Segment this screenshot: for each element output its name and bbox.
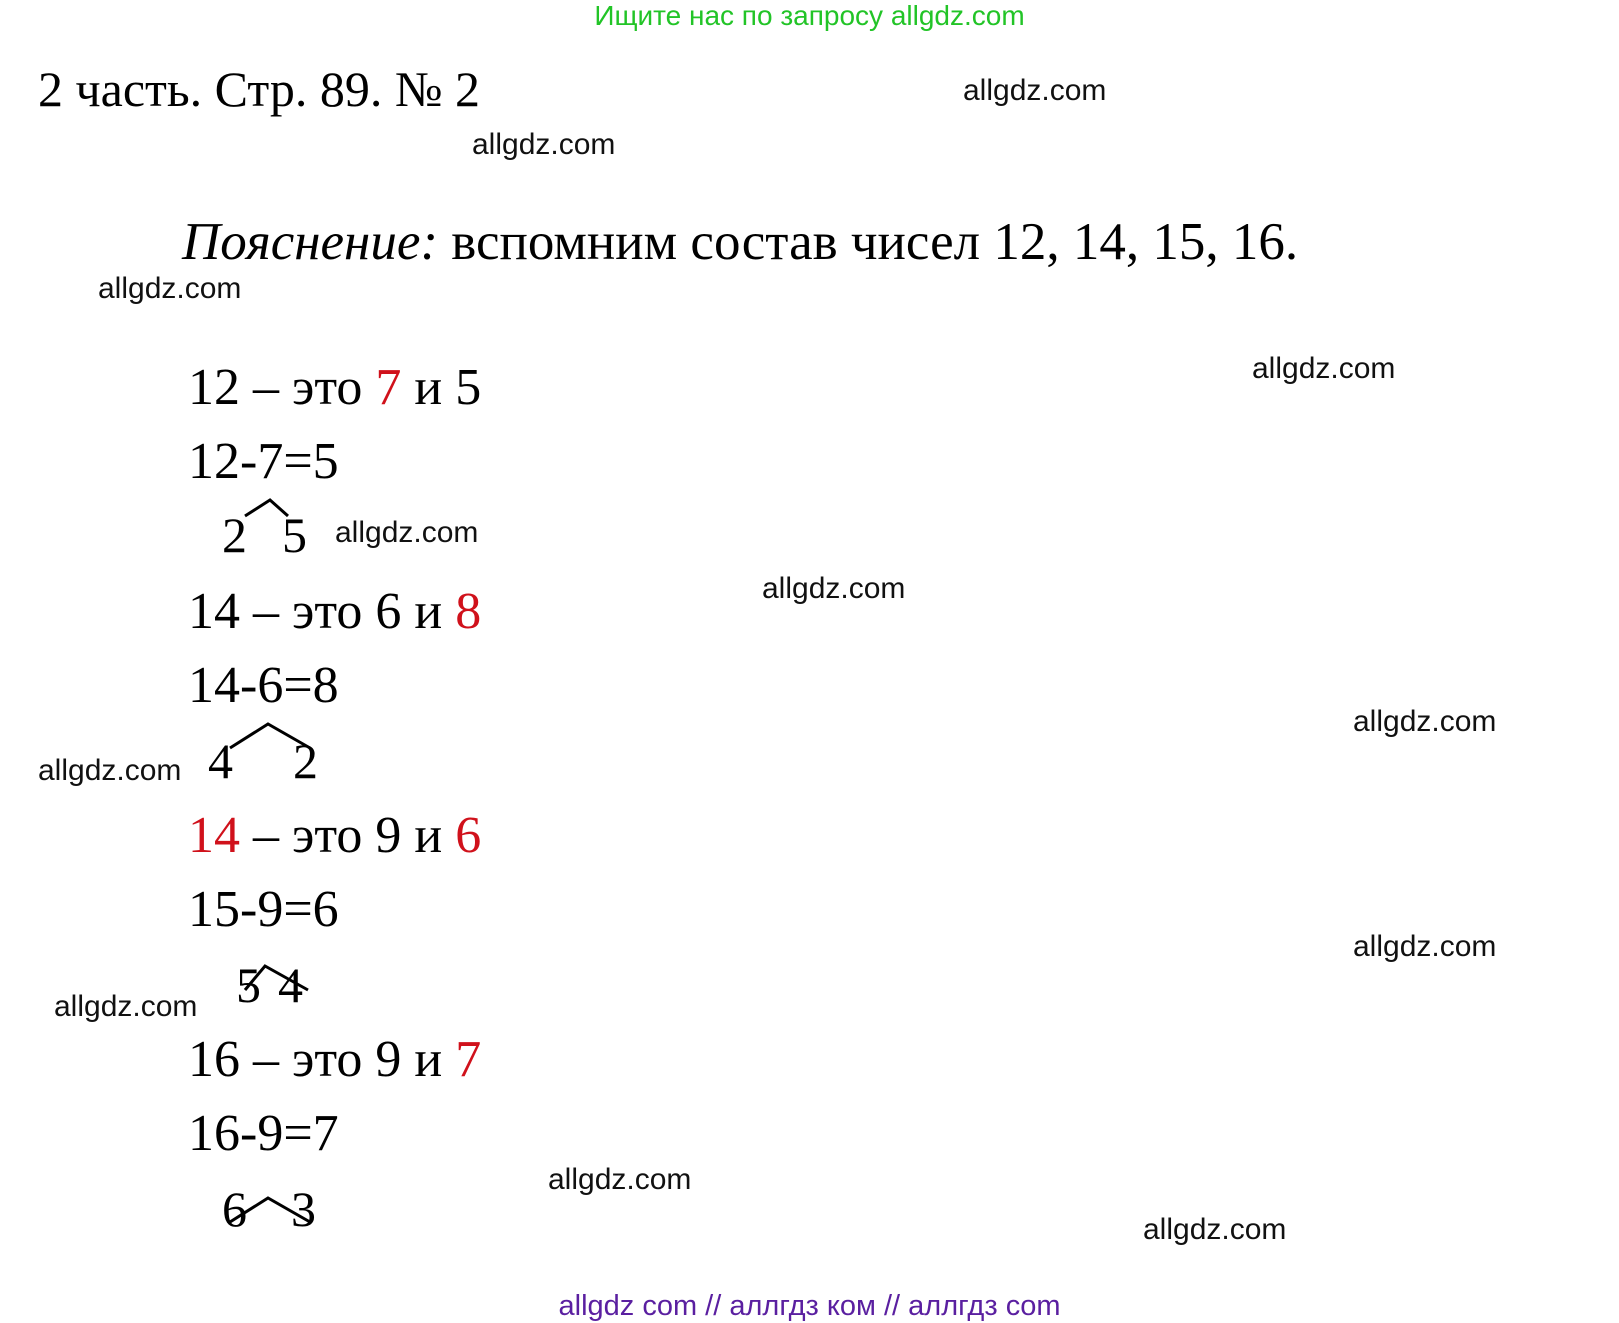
watermark: allgdz.com (472, 128, 616, 161)
statement-2-a: 14 (188, 583, 240, 640)
statement-4-and: и (401, 1031, 456, 1088)
explanation-label: Пояснение: (182, 213, 439, 271)
equation-2: 14-6=8 (188, 657, 339, 714)
watermark: allgdz.com (54, 990, 198, 1023)
equation-3: 15-9=6 (188, 881, 339, 938)
part-4-right: 3 (291, 1181, 316, 1237)
watermark: allgdz.com (98, 272, 242, 305)
statement-2-c: 8 (455, 583, 482, 640)
statement-1-a: 12 (188, 359, 240, 416)
branch-3 (245, 966, 308, 990)
statement-3-and: и (401, 807, 456, 864)
statement-4-c: 7 (455, 1031, 482, 1088)
statement-3-text: – это (240, 807, 376, 864)
watermark: allgdz.com (1353, 930, 1497, 963)
part-1-right: 5 (282, 507, 307, 563)
part-3-left: 5 (236, 957, 261, 1013)
statement-1-and: и (401, 359, 456, 416)
part-2-right: 2 (293, 733, 318, 789)
watermark: allgdz.com (963, 74, 1107, 107)
watermark: allgdz.com (38, 754, 182, 787)
branch-4 (230, 1198, 310, 1222)
branch-1 (245, 500, 288, 516)
part-4-left: 6 (222, 1181, 247, 1237)
statement-3-a: 14 (188, 807, 240, 864)
statement-3-b: 9 (375, 807, 402, 864)
statement-1-b: 7 (375, 359, 402, 416)
part-1-left: 2 (222, 507, 247, 563)
part-3-right: 4 (278, 957, 303, 1013)
statement-2-text: – это (240, 583, 376, 640)
statement-4-a: 16 (188, 1031, 240, 1088)
part-2-left: 4 (208, 733, 233, 789)
watermark: allgdz.com (548, 1163, 692, 1196)
top-banner: Ищите нас по запросу allgdz.com (594, 0, 1025, 31)
equation-4: 16-9=7 (188, 1105, 339, 1162)
watermark: allgdz.com (1252, 352, 1396, 385)
statement-4-text: – это (240, 1031, 376, 1088)
footer: allgdz com // аллгдз ком // аллгдз com (558, 1290, 1061, 1322)
statement-2-and: и (401, 583, 456, 640)
statement-2-b: 6 (375, 583, 402, 640)
watermark: allgdz.com (335, 516, 479, 549)
explanation-text: вспомним состав чисел 12, 14, 15, 16. (451, 213, 1299, 271)
watermark: allgdz.com (762, 572, 906, 605)
statement-3-c: 6 (455, 807, 482, 864)
watermark: allgdz.com (1353, 705, 1497, 738)
statement-1-c: 5 (455, 359, 482, 416)
watermark: allgdz.com (1143, 1213, 1287, 1246)
statement-4-b: 9 (375, 1031, 402, 1088)
page-title: 2 часть. Стр. 89. № 2 (38, 61, 481, 117)
statement-1-text: – это (240, 359, 376, 416)
branch-2 (230, 724, 310, 748)
equation-1: 12-7=5 (188, 433, 339, 490)
